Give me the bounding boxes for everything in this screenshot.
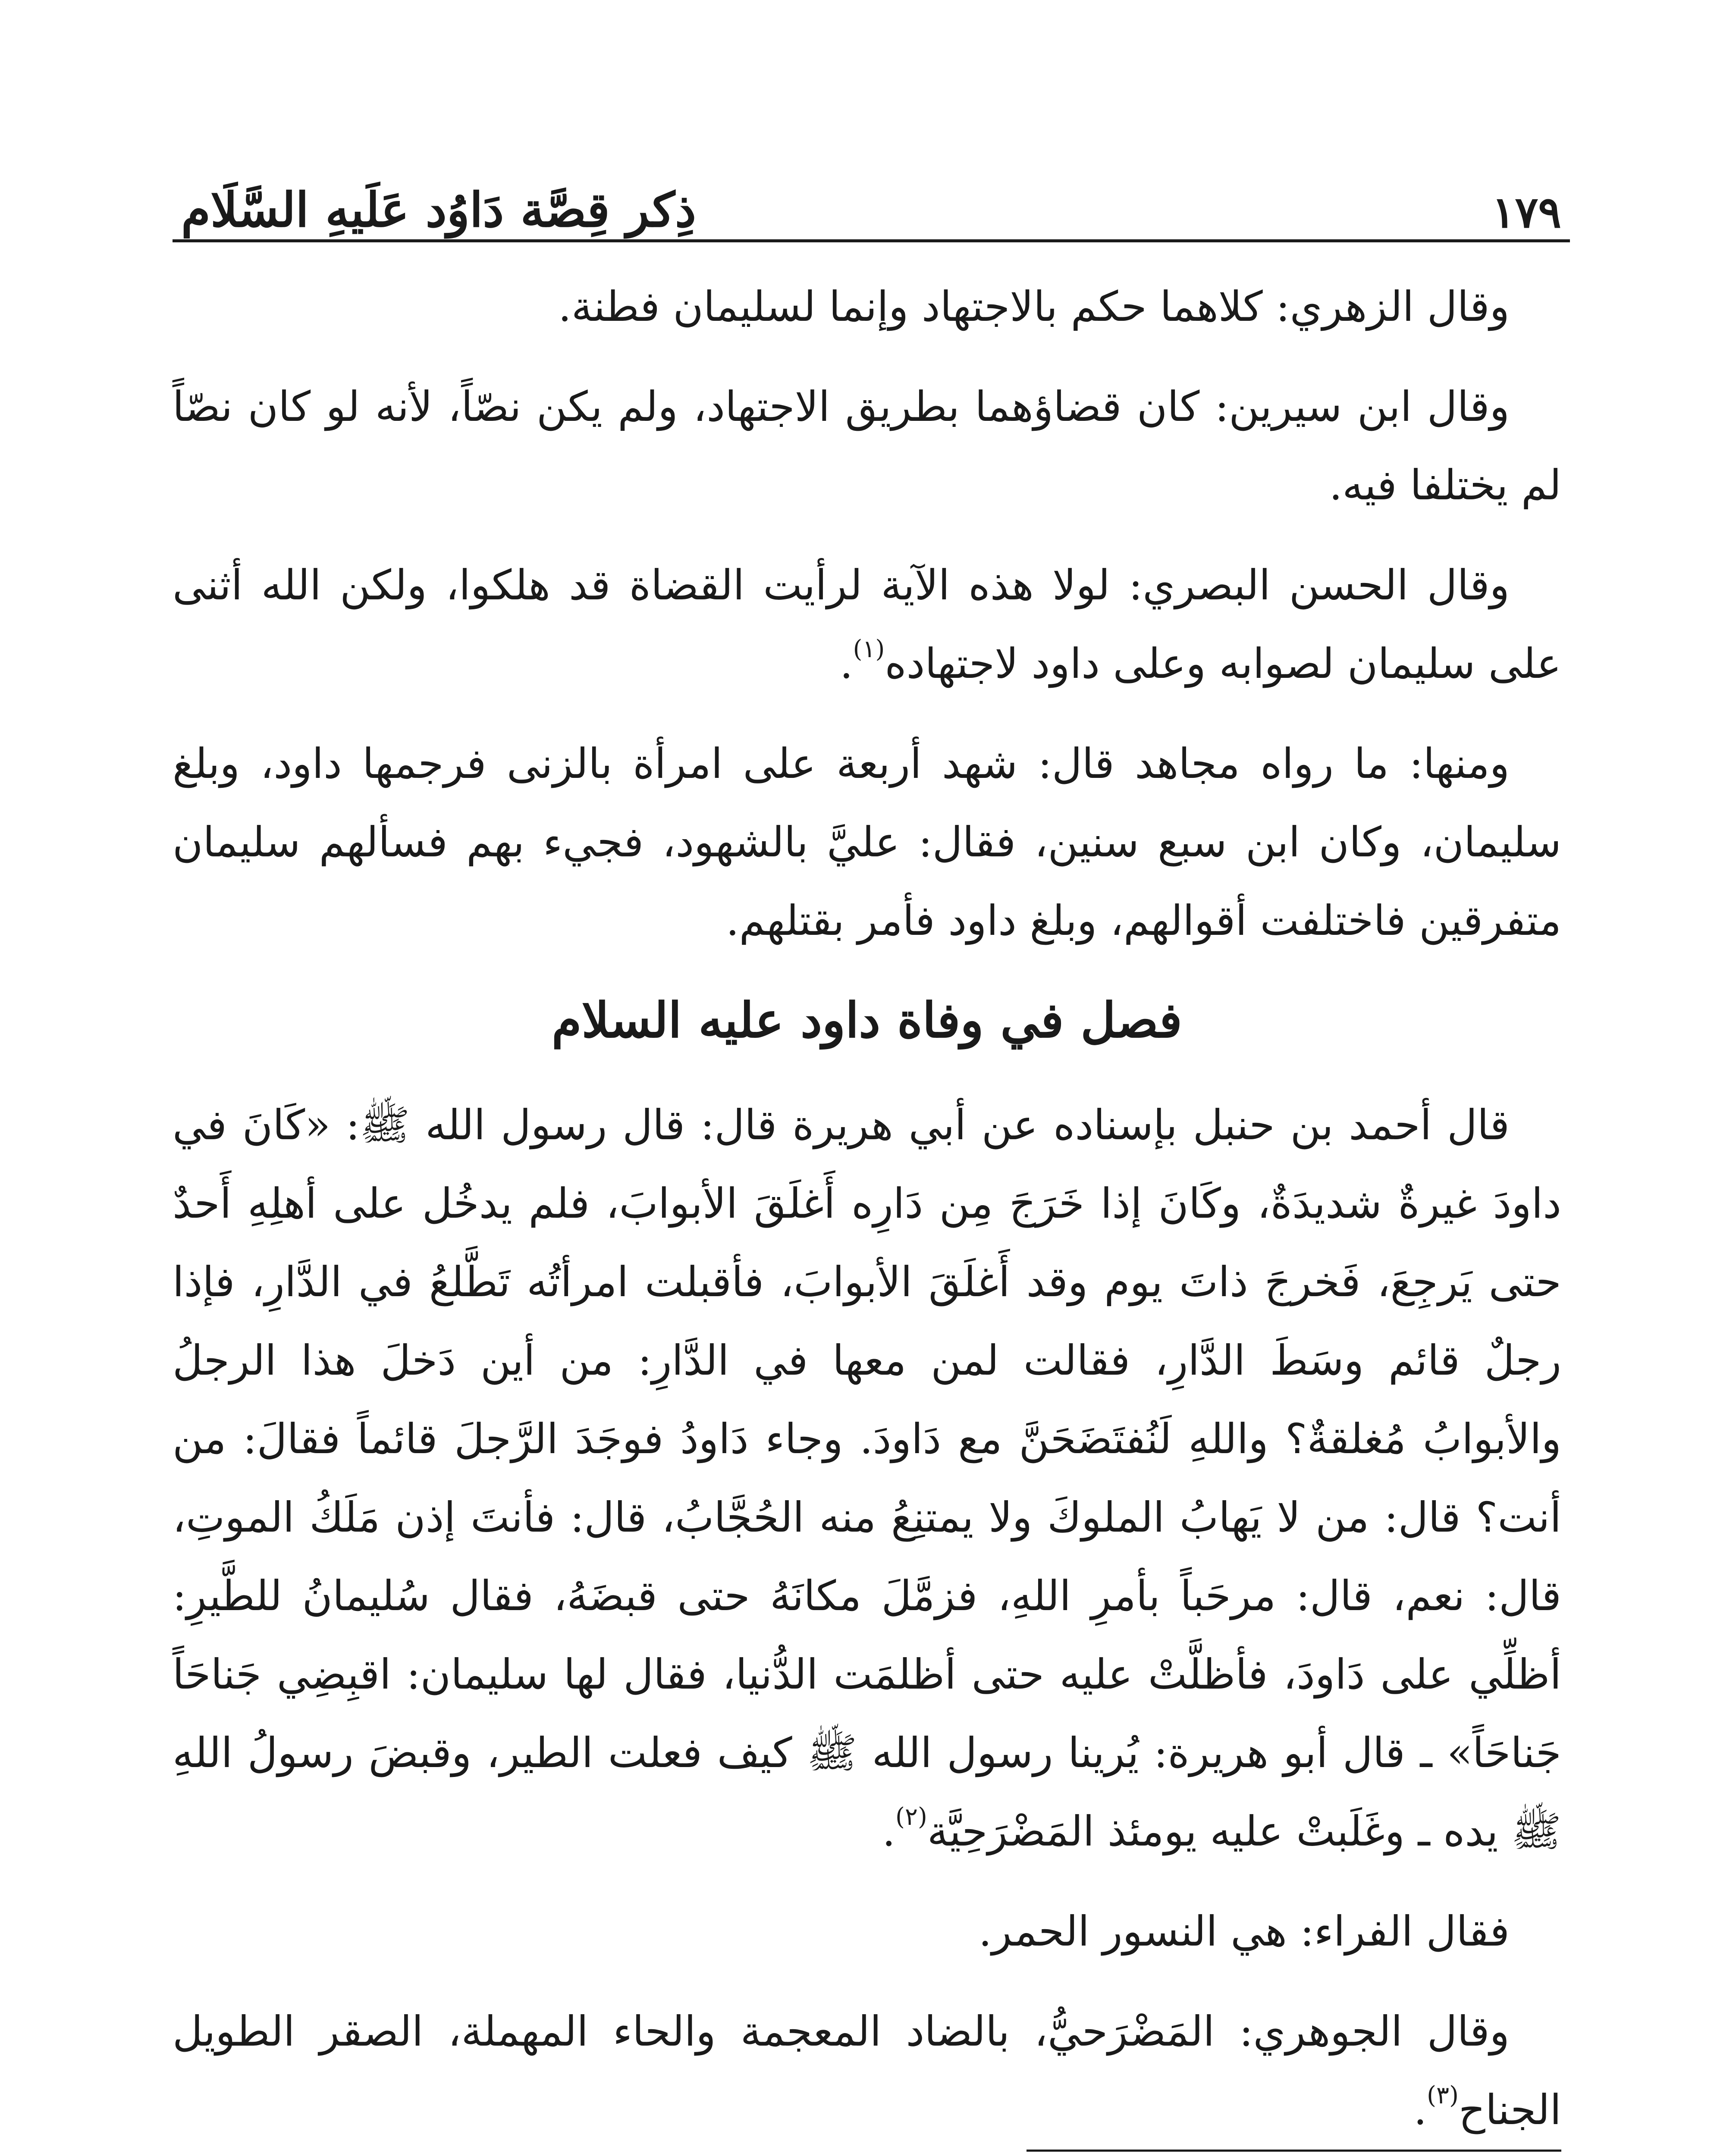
page-number: ١٧٩ bbox=[1491, 187, 1561, 238]
paragraph-jawhari bbox=[173, 1992, 1561, 2149]
paragraph-text: وقال الحسن البصري: لولا هذه الآية لرأيت القضاة قد هلكوا، ولكن الله أثنى على سليمان لصوابه وعلى داود لاجتهاده bbox=[173, 561, 1561, 688]
paragraph-hadith bbox=[173, 1086, 1561, 1871]
footnote-ref-2[interactable]: (٢) bbox=[895, 1803, 927, 1831]
header-rule bbox=[173, 239, 1570, 242]
paragraph-mujahid: ومنها: ما رواه مجاهد قال: شهد أربعة على امرأة بالزنى فرجمها داود، وبلغ سليمان، وكان ابن سبع سنين، فقال: عليَّ بالشهود، فجيء بهم فسألهم سليمان متفرقين فاختلفت أقوالهم، وبلغ داود فأمر بقتلهم. bbox=[173, 740, 1561, 945]
footnote-separator bbox=[1027, 2150, 1561, 2152]
footnote-ref-1[interactable]: (١) bbox=[853, 635, 885, 663]
paragraph-zuhri: وقال الزهري: كلاهما حكم بالاجتهاد وإنما لسليمان فطنة. bbox=[558, 282, 1510, 331]
running-title: ذِكر قِصَّة دَاوُد عَلَيهِ السَّلَام bbox=[181, 182, 696, 238]
paragraph-end: . bbox=[840, 639, 853, 688]
running-header bbox=[181, 129, 1561, 241]
main-text bbox=[173, 267, 1561, 2156]
paragraph-text: قال أحمد بن حنبل بإسناده عن أبي هريرة قال: قال رسول الله ﷺ: «كَانَ في داودَ غيرةٌ شديدَةٌ، وكَانَ إذا خَرَجَ مِن دَارِه أَغلَقَ الأبوابَ، فلم يدخُل على أهلِهِ أَحدٌ حتى يَرجِعَ، فَخرجَ ذاتَ يوم وقد أَغلَقَ الأبوابَ، فأقبلت امرأتُه تَطَّلعُ في الدَّارِ، فإذا رجلٌ قائم وسَطَ الدَّارِ، فقالت لمن معها في الدَّارِ: من أين دَخلَ هذا الرجلُ والأبوابُ مُغلقةٌ؟ واللهِ لَنُفتَضَحَنَّ مع دَاودَ. وجاء دَاودُ فوجَدَ الرَّجلَ قائماً فقالَ: من أنت؟ قال: من لا يَهابُ الملوكَ ولا يمتنِعُ منه الحُجَّابُ، قال: فأنتَ إذن مَلَكُ الموتِ، قال: نعم، قال: مرحَباً بأمرِ اللهِ، فزمَّلَ مكانَهُ حتى قبضَهُ، فقال سُليمانُ للطَّيرِ: أظلِّي على دَاودَ، فأظلَّتْ عليه حتى أظلمَت الدُّنيا، فقال لها سليمان: اقبِضِي جَناحَاً جَناحَاً» ـ قال أبو هريرة: يُرينا رسول الله ﷺ كيف فعلت الطير، وقبضَ رسولُ اللهِ ﷺ يده ـ وغَلَبتْ عليه يومئذ المَضْرَحِيَّة bbox=[173, 1101, 1562, 1855]
section-heading: فصل في وفاة داود عليه السلام bbox=[552, 992, 1182, 1049]
paragraph-hasan-basri bbox=[173, 546, 1561, 703]
paragraph-farra: فقال الفراء: هي النسور الحمر. bbox=[978, 1907, 1510, 1955]
paragraph-ibn-sirin: وقال ابن سيرين: كان قضاؤهما بطريق الاجتهاد، ولم يكن نصّاً، لأنه لو كان نصّاً لم يختلفا فيه. bbox=[173, 382, 1561, 509]
footnote-ref-3[interactable]: (٣) bbox=[1427, 2081, 1459, 2109]
paragraph-end: . bbox=[1413, 2086, 1427, 2134]
paragraph-text: وقال الجوهري: المَضْرَحيُّ، بالضاد المعجمة والحاء المهملة، الصقر الطويل الجناح bbox=[173, 2007, 1561, 2134]
paragraph-end: . bbox=[882, 1807, 896, 1855]
